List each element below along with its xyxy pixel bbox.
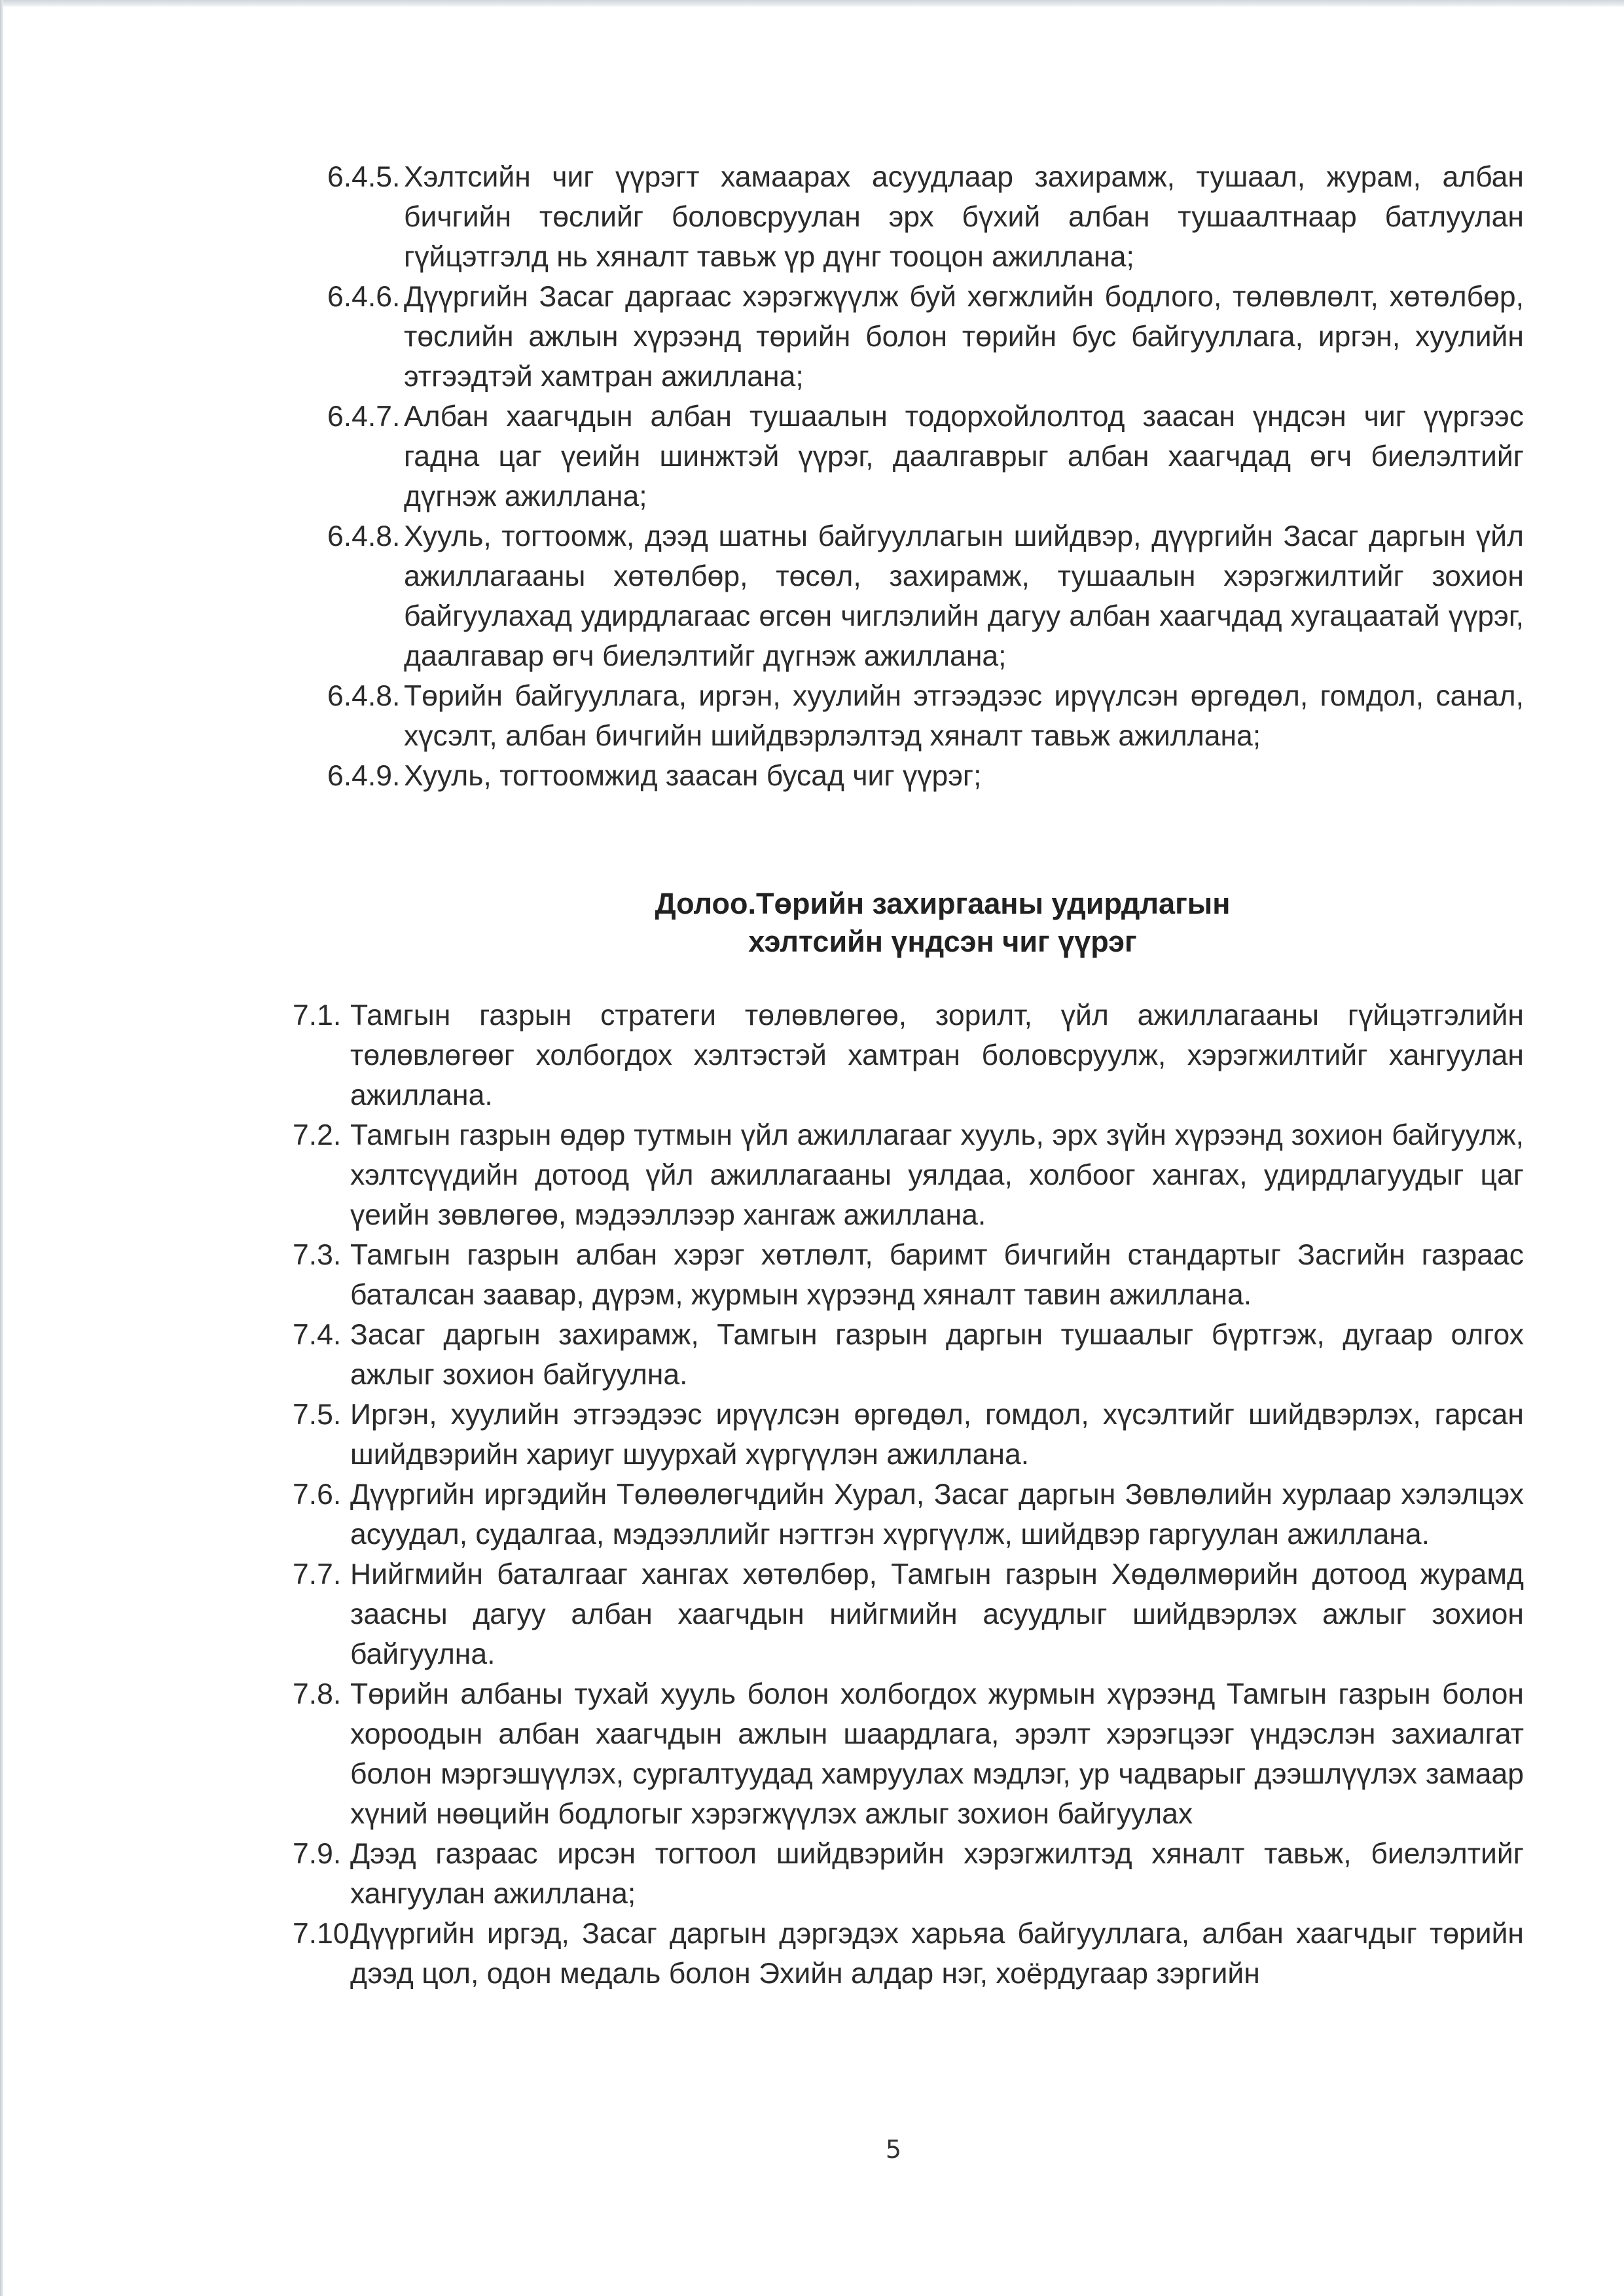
list-item-7-3 — [293, 1235, 1524, 1315]
item-text: Дүүргийн иргэдийн Төлөөлөгчдийн Хурал, Засаг даргын Зөвлөлийн хурлаар хэлэлцэх асуудал, судалгаа, мэдээллийг нэгтгэн хүргүүлж, шийдвэр гаргуулан ажиллана. — [350, 1479, 1524, 1551]
item-number: 7.8. — [293, 1678, 342, 1710]
item-text: Дүүргийн иргэд, Засаг даргын дэргэдэх харьяа байгууллага, албан хаагчдыг төрийн дээд цол, одон медаль болон Эхийн алдар нэг, хоёрдугаар зэргийн — [350, 1918, 1524, 1990]
list-item-7-2 — [293, 1115, 1524, 1235]
list-item-7-6 — [293, 1475, 1524, 1554]
list-item-7-8 — [293, 1674, 1524, 1834]
item-number: 6.4.5. — [327, 161, 401, 193]
item-text: Дүүргийн Засаг даргаас хэрэгжүүлж буй хөгжлийн бодлого, төлөвлөлт, хөтөлбөр, төслийн ажлын хүрээнд төрийн болон төрийн бус байгууллага, иргэн, хуулийн этгээдтэй хамтран ажиллана; — [404, 281, 1524, 393]
item-text: Дээд газраас ирсэн тогтоол шийдвэрийн хэрэгжилтэд хяналт тавьж, биелэлтийг хангуулан ажиллана; — [350, 1838, 1524, 1910]
item-number: 7.6. — [293, 1479, 342, 1511]
item-text: Тамгын газрын албан хэрэг хөтлөлт, баримт бичгийн стандартыг Засгийн газраас баталсан заавар, дүрэм, журмын хүрээнд хяналт тавин ажиллана. — [350, 1239, 1524, 1311]
list-item-7-7 — [293, 1554, 1524, 1674]
item-number: 6.4.7. — [327, 401, 401, 433]
list-item-6-4-8-duplicate — [327, 676, 1524, 756]
item-number: 6.4.9. — [327, 760, 401, 792]
list-item-7-5 — [293, 1395, 1524, 1475]
item-number: 7.7. — [293, 1558, 342, 1590]
list-item-7-1 — [293, 996, 1524, 1115]
page-number: 5 — [885, 2135, 902, 2164]
item-number: 7.1. — [293, 999, 342, 1031]
list-item-6-4-5 — [327, 157, 1524, 277]
item-text: Засаг даргын захирамж, Тамгын газрын даргын тушаалыг бүртгэж, дугаар олгох ажлыг зохион байгуулна. — [350, 1319, 1524, 1391]
list-item-7-4 — [293, 1315, 1524, 1395]
item-text: Тамгын газрын стратеги төлөвлөгөө, зорилт, үйл ажиллагааны гүйцэтгэлийн төлөвлөгөөг холбогдох хэлтэстэй хамтран боловсруулж, хэрэгжилтийг хангуулан ажиллана. — [350, 999, 1524, 1111]
item-number: 6.4.8. — [327, 520, 401, 552]
item-number: 7.10. — [293, 1918, 357, 1950]
list-item-6-4-8 — [327, 516, 1524, 676]
item-text: Хууль, тогтоомж, дээд шатны байгууллагын шийдвэр, дүүргийн Засаг даргын үйл ажиллагааны хөтөлбөр, төсөл, захирамж, тушаалын хэрэгжилтийг зохион байгуулахад удирдлагаас өгсөн чиглэлийн дагуу албан хаагчдад хугацаатай үүрэг, даалгавар өгч биелэлтийг дүгнэж ажиллана; — [404, 520, 1524, 672]
item-text: Тамгын газрын өдөр тутмын үйл ажиллагааг хууль, эрх зүйн хүрээнд зохион байгуулж, хэлтсүүдийн дотоод үйл ажиллагааны уялдаа, холбоог хангах, удирдлагуудыг цаг үеийн зөвлөгөө, мэдээллээр хангаж ажиллана. — [350, 1119, 1524, 1231]
item-text: Хэлтсийн чиг үүрэгт хамаарах асуудлаар захирамж, тушаал, журам, албан бичгийн төслийг боловсруулан эрх бүхий албан тушаалтнаар батлуулан гүйцэтгэлд нь хяналт тавьж үр дүнг тооцон ажиллана; — [404, 161, 1524, 273]
item-number: 7.3. — [293, 1239, 342, 1271]
section-6-4-list — [327, 157, 1524, 796]
item-number: 7.2. — [293, 1119, 342, 1151]
scan-edge-left — [0, 0, 3, 2296]
item-text: Албан хаагчдын албан тушаалын тодорхойлолтод заасан үндсэн чиг үүргээс гадна цаг үеийн шинжтэй үүрэг, даалгаврыг албан хаагчдад өгч биелэлтийг дүгнэж ажиллана; — [404, 401, 1524, 512]
section-7-heading — [288, 885, 1597, 961]
list-item-6-4-7 — [327, 397, 1524, 516]
item-text: Иргэн, хуулийн этгээдээс ирүүлсэн өргөдөл, гомдол, хүсэлтийг шийдвэрлэх, гарсан шийдвэрийн хариуг шуурхай хүргүүлэн ажиллана. — [350, 1399, 1524, 1471]
item-number: 6.4.8. — [327, 680, 401, 712]
heading-line-2: хэлтсийн үндсэн чиг үүрэг — [748, 925, 1137, 958]
item-text: Төрийн албаны тухай хууль болон холбогдох журмын хүрээнд Тамгын газрын болон хороодын албан хаагчдын ажлын шаардлага, эрэлт хэрэгцээг үндэслэн захиалгат болон мэргэшүүлэх, сургалтуудад хамруулах мэдлэг, ур чадварыг дээшлүүлэх замаар хүний нөөцийн бодлогыг хэрэгжүүлэх ажлыг зохион байгуулах — [350, 1678, 1524, 1830]
item-number: 6.4.6. — [327, 281, 401, 313]
list-item-6-4-6 — [327, 277, 1524, 397]
item-text: Төрийн байгууллага, иргэн, хуулийн этгээдээс ирүүлсэн өргөдөл, гомдол, санал, хүсэлт, албан бичгийн шийдвэрлэлтэд хяналт тавьж ажиллана; — [404, 680, 1524, 752]
item-text: Нийгмийн баталгааг хангах хөтөлбөр, Тамгын газрын Хөдөлмөрийн дотоод журамд заасны дагуу албан хаагчдын нийгмийн асуудлыг шийдвэрлэх ажлыг зохион байгуулна. — [350, 1558, 1524, 1670]
scan-edge-top — [0, 0, 1624, 7]
list-item-7-9 — [293, 1834, 1524, 1914]
item-text: Хууль, тогтоомжид заасан бусад чиг үүрэг; — [404, 760, 982, 792]
item-number: 7.4. — [293, 1319, 342, 1351]
heading-line-1: Долоо.Төрийн захиргааны удирдлагын — [655, 887, 1231, 920]
item-number: 7.9. — [293, 1838, 342, 1870]
list-item-6-4-9 — [327, 756, 1524, 796]
list-item-7-10 — [293, 1914, 1524, 1994]
item-number: 7.5. — [293, 1399, 342, 1431]
section-7-list — [293, 996, 1524, 1994]
